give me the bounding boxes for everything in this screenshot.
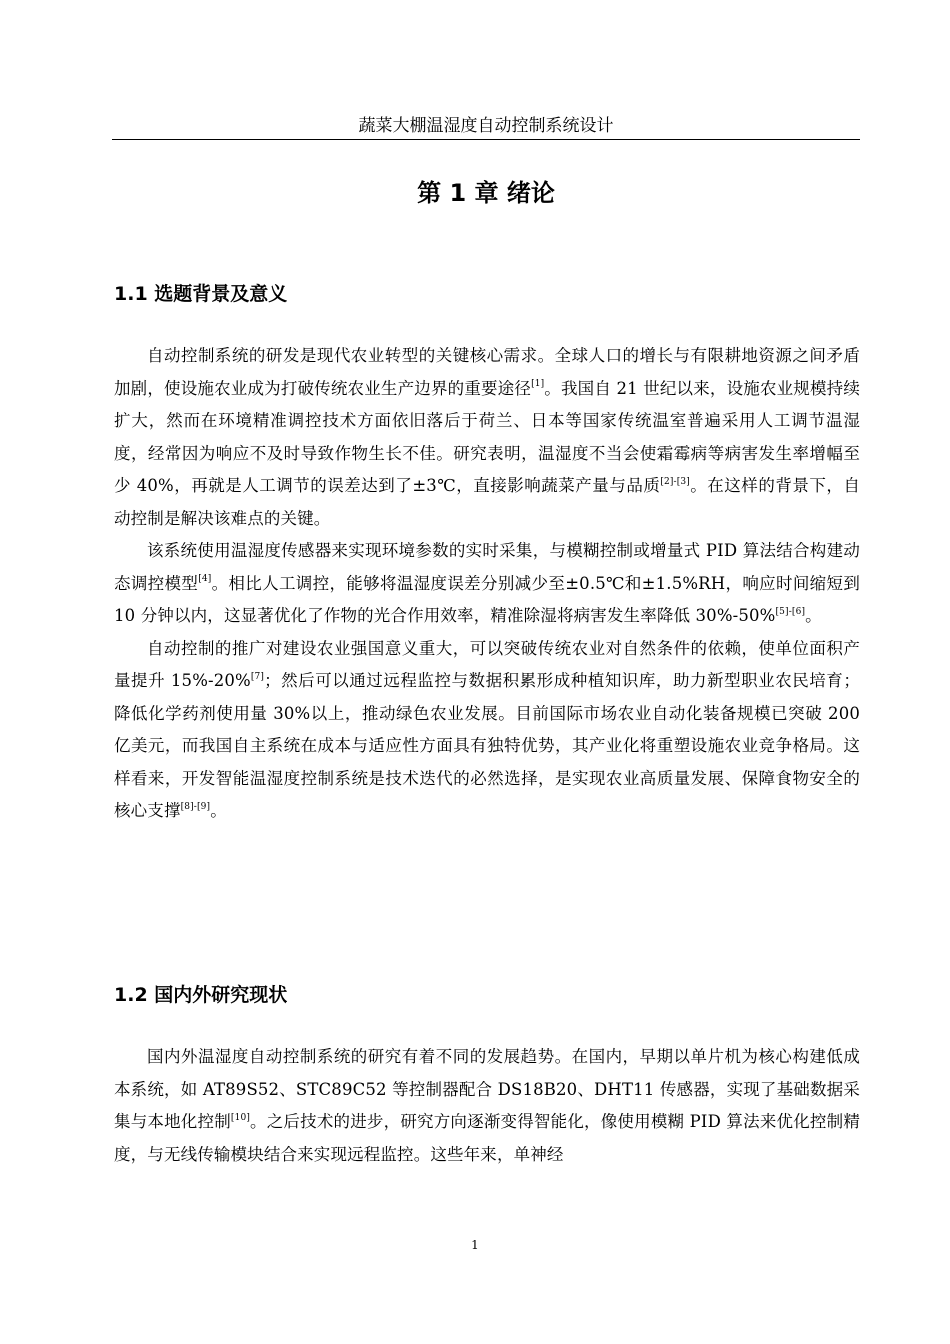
paragraph xyxy=(114,633,860,828)
paragraph-text: 自动控制系统的研发是现代农业转型的关键核心需求。全球人口的增长与有限耕地资源之间矛盾加剧，使设施农业成为打破传统农业生产边界的重要途径 xyxy=(114,346,860,398)
citation: [5]-[6] xyxy=(775,606,806,617)
citation: [8]-[9] xyxy=(180,801,211,812)
paragraph-text: 国内外温湿度自动控制系统的研究有着不同的发展趋势。在国内，早期以单片机为核心构建低成本系统，如 AT89S52、STC89C52 等控制器配合 DS18B20、DHT11 传感器，实现了基础数据采集与本地化控制 xyxy=(114,1047,860,1131)
paragraph-text: 自动控制的推广对建设农业强国意义重大，可以突破传统农业对自然条件的依赖，使单位面积产量提升 15%-20% xyxy=(114,638,860,690)
section-heading-1-1: 1.1 选题背景及意义 xyxy=(114,283,288,305)
chapter-title: 第 1 章 绪论 xyxy=(417,179,555,207)
citation: [10] xyxy=(230,1112,250,1123)
paragraph xyxy=(114,340,860,535)
citation: [4] xyxy=(198,574,212,584)
citation: [2]-[3] xyxy=(660,476,690,487)
citation: [7] xyxy=(250,671,265,682)
paragraph-text: 。 xyxy=(805,606,822,625)
paragraph-text: 。在这样的背景下，自动控制是解决该难点的关键。 xyxy=(114,476,860,528)
paragraph-text: 。相比人工调控，能够将温湿度误差分别减少至±0.5℃和±1.5%RH，响应时间缩短到 10 分钟以内，这显著优化了作物的光合作用效率，精准除湿将病害发生率降低 30%-50% xyxy=(114,573,861,625)
section-heading-1-2: 1.2 国内外研究现状 xyxy=(114,984,288,1006)
running-header: 蔬菜大棚温湿度自动控制系统设计 xyxy=(112,116,860,140)
citation: [1] xyxy=(531,379,545,389)
paragraph xyxy=(114,1041,860,1171)
paragraph-text: ；然后可以通过远程监控与数据积累形成种植知识库，助力新型职业农民培育；降低化学药剂使用量 30%以上，推动绿色农业发展。目前国际市场农业自动化装备规模已突破 200 亿美元，而我国自主系统在成本与适应性方面具有独特优势，其产业化将重塑设施农业竞争格局。这样看来，开发智能温湿度控制系统是技术迭代的必然选择，是实现农业高质量发展、保障食物安全的核心支撑 xyxy=(114,671,860,820)
paragraph-text: 。之后技术的进步，研究方向逐渐变得智能化，像使用模糊 PID 算法来优化控制精度，与无线传输模块结合来实现远程监控。这些年来，单神经 xyxy=(114,1112,860,1164)
section-body-1-1 xyxy=(114,340,860,828)
page-number: 1 xyxy=(471,1238,479,1252)
paragraph-text: 。 xyxy=(210,801,227,820)
paragraph-text: 。我国自 21 世纪以来，设施农业规模持续扩大，然而在环境精准调控技术方面依旧落后于荷兰、日本等国家传统温室普遍采用人工调节温湿度，经常因为响应不及时导致作物生长不佳。研究表明，温湿度不当会使霜霉病等病害发生率增幅至少 40%，再就是人工调节的误差达到了±3℃，直接影响蔬菜产量与品质 xyxy=(114,378,861,495)
paragraph xyxy=(114,535,860,633)
section-body-1-2 xyxy=(114,1041,860,1171)
paragraph-text: 该系统使用温湿度传感器来实现环境参数的实时采集，与模糊控制或增量式 PID 算法结合构建动态调控模型 xyxy=(114,541,860,593)
